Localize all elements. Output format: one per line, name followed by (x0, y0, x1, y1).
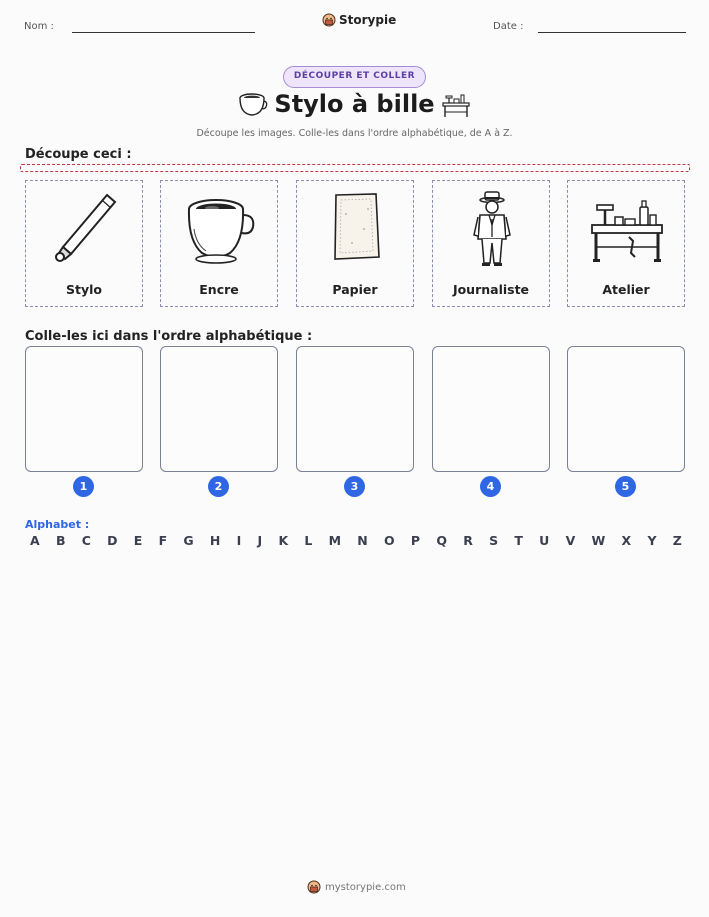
alphabet-label: Alphabet : (25, 518, 90, 531)
brand-logo (322, 13, 396, 27)
alphabet-letter: F (158, 533, 168, 548)
cut-card-atelier[interactable] (567, 180, 685, 307)
alphabet-row (30, 533, 682, 548)
footer-url[interactable]: mystorypie.com (325, 881, 406, 893)
alphabet-letter: C (81, 533, 91, 548)
cut-heading: Découpe ceci : (25, 147, 132, 162)
alphabet-letter: T (514, 533, 523, 548)
cut-card-papier[interactable] (296, 180, 414, 307)
slot-number-4: 4 (480, 476, 501, 497)
card-label: Journaliste (452, 282, 530, 297)
alphabet-letter: H (209, 533, 221, 548)
card-label: Papier (332, 282, 378, 297)
alphabet-letter: P (410, 533, 421, 548)
alphabet-letter: V (565, 533, 576, 548)
alphabet-letter: Y (647, 533, 657, 548)
cut-card-stylo[interactable] (25, 180, 143, 307)
ink-pot-icon (180, 189, 260, 269)
alphabet-letter: U (539, 533, 550, 548)
alphabet-letter: Q (436, 533, 447, 548)
card-label: Encre (199, 282, 239, 297)
journalist-icon (452, 189, 532, 269)
alphabet-letter: I (236, 533, 242, 548)
name-line[interactable] (72, 32, 255, 33)
paper-icon (316, 189, 396, 269)
alphabet-letter: S (489, 533, 499, 548)
slot-number-3: 3 (344, 476, 365, 497)
alphabet-letter: W (591, 533, 606, 548)
alphabet-letter: R (463, 533, 473, 548)
alphabet-letter: D (107, 533, 118, 548)
pen-icon (45, 189, 125, 269)
footer (307, 880, 406, 894)
slot-number-1: 1 (73, 476, 94, 497)
page-title: Stylo à bille (274, 90, 435, 118)
alphabet-letter: N (357, 533, 368, 548)
alphabet-letter: O (384, 533, 395, 548)
storypie-icon (307, 880, 321, 894)
card-label: Atelier (602, 282, 650, 297)
alphabet-letter: A (30, 533, 40, 548)
alphabet-letter: M (328, 533, 342, 548)
workbench-icon (587, 189, 667, 269)
instructions: Découpe les images. Colle-les dans l'ordre alphabétique, de A à Z. (196, 128, 513, 139)
card-label: Stylo (66, 282, 102, 297)
activity-badge: DÉCOUPER ET COLLER (283, 66, 426, 88)
alphabet-letter: K (278, 533, 289, 548)
alphabet-letter: Z (672, 533, 682, 548)
alphabet-letter: L (304, 533, 313, 548)
cut-card-encre[interactable] (160, 180, 278, 307)
paste-slot-1[interactable] (25, 346, 143, 472)
paste-heading: Colle-les ici dans l'ordre alphabétique : (25, 329, 313, 344)
paste-slot-2[interactable] (160, 346, 278, 472)
storypie-icon (322, 13, 336, 27)
alphabet-letter: E (133, 533, 143, 548)
alphabet-letter: X (621, 533, 632, 548)
cut-line (20, 164, 690, 172)
slot-number-5: 5 (615, 476, 636, 497)
cut-card-journaliste[interactable] (432, 180, 550, 307)
alphabet-letter: G (183, 533, 194, 548)
date-label: Date : (493, 21, 524, 32)
paste-slot-5[interactable] (567, 346, 685, 472)
name-label: Nom : (24, 21, 54, 32)
alphabet-letter: B (55, 533, 66, 548)
workbench-title-icon (441, 92, 471, 118)
brand-name: Storypie (339, 13, 397, 27)
paste-slot-3[interactable] (296, 346, 414, 472)
slot-number-2: 2 (208, 476, 229, 497)
date-line[interactable] (538, 32, 686, 33)
paste-slot-4[interactable] (432, 346, 550, 472)
alphabet-letter: J (257, 533, 263, 548)
